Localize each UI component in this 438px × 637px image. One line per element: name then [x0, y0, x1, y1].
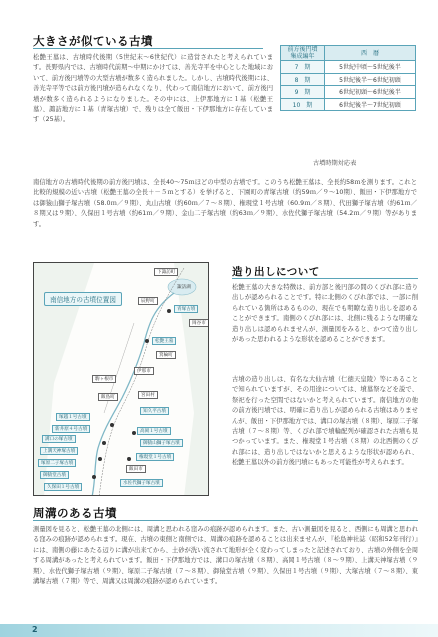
section-title-ridge: 造り出しについて: [232, 266, 320, 278]
table-row: 9 期 6世紀初頭～6世紀後半: [281, 86, 416, 99]
map-label: 塚原二子塚古墳: [38, 459, 76, 467]
map-label: 御猿山獅子塚古墳: [140, 439, 183, 447]
map-label: 溝口の塚古墳: [42, 435, 76, 443]
map-label: 知久平古墳: [140, 407, 169, 415]
map-label: 新井原４号古墳: [52, 425, 90, 433]
section-title-size: 大きさが似ている古墳: [33, 34, 153, 48]
table-row: 8 期 5世紀後半～6世紀初頭: [281, 73, 416, 86]
table-row: 7 期 5世紀中頃～5世紀後半: [281, 61, 416, 74]
table-header-period: 前方後円墳 集成編年: [281, 46, 325, 61]
map-label: 下諏訪町: [154, 268, 178, 276]
map-label: 駒ヶ根市: [92, 375, 116, 383]
map-label: 岡谷市: [189, 319, 209, 327]
title-underline: [33, 520, 418, 521]
size-paragraph-1: 松艶王墓は、古墳時代後期（5世紀末～6世紀代）に造営されたと考えられています。長野県内では、古墳時代前期～中期にかけては、善光寺平を中心とした地域において、前方後円墳等の大型古墳が数多く造られました。しかし、古墳時代後期には、善光寺平等では前方後円墳が造られなくなり、代わって南信地方において、前方後円墳が数多く造られるようになりました。その中には、上伊那地方に１基（松艶王墓）、諏訪地方に１基（青塚古墳）で、残りは全て飯田・下伊那地方に存在しています（25基）。: [33, 54, 273, 124]
map-label: 飯島町: [98, 393, 118, 401]
map-label: 久保田１号古墳: [44, 483, 82, 491]
ridge-paragraph-2: 古墳の造り出しは、有名な大仙古墳（仁徳天皇陵）等にあることで知られていますが、その用途については、墳墓祭などを説で、祭祀を行った空間ではないかと考えられています。南信地方の他の前方後円墳では、明確に造り出しが認められる古墳はありませんが、飯田・下伊那地方では、溝口の塚古墳（８期）、塚原二子塚古墳（７～８期）等、くびれ部で墳輪配列が確認された古墳も見つかっています。また、権現堂１号古墳（８期）の北西側のくびれ部には、造り出しではないかと思えるような形状が認められ、松艶王墓以外の前方後円墳にもあった可能性が考えられます。: [232, 376, 418, 467]
moat-paragraph: 測量図を見ると、松艶王墓の北側には、周溝と思われる窪みの痕跡が認められます。また、古い測量図を見ると、西側にも周溝と思われる窪みの痕跡が認められます。現在、古墳の東側と南側では、周溝の痕跡を認めることは出来ませんが、『松島神社誌（昭和52年刊行）』には、南側の藤にあたる辺りに溝が出来てから、土砂が洗い流されて地形が全く変わってしまったと記述されており、古墳の外側を全周する周溝があったと考えられています。飯田・下伊那地方では、溝口の塚古墳（８期）、高岡１号古墳（８～９期）、上溝天神塚古墳（９期）、水佐代獅子塚古墳（９期）、塚原二子塚古墳（７～８期）、御猿堂古墳（９期）、久保田１号古墳（９期）、大塚古墳（７～８期）、東溝塚古墳（７期）等で、周溝又は周溝の痕跡が認められています。: [33, 526, 418, 586]
map-label: 諏訪湖: [177, 285, 191, 290]
table-row: 10 期 6世紀後半～7世紀初頭: [281, 98, 416, 111]
kofun-location-map: [33, 262, 209, 496]
map-label: 松艶王墓: [152, 337, 176, 345]
map-label: 箕輪町: [156, 351, 176, 359]
period-table: [280, 45, 416, 111]
size-paragraph-2: 南信地方の古墳時代後期の前方後円墳は、全長40～75ｍほどの中型の古墳です。このうち松艶王墓は、全長約58ｍを測ります。これと比較的規模の近い古墳（松艶王墓の全長＋－５ｍとする）を挙げると、下園町の青塚古墳（約59ｍ／９～10期）、飯田・下伊那地方では御猿山獅子塚古墳（58.0ｍ／９期）、丸山古墳（約60ｍ／７～８期）、権現堂１号古墳（60.9ｍ／８期）、代田獅子塚古墳（約61ｍ／８期又は９期）、久保田１号古墳（約61ｍ／９期）、金山二子塚古墳（約63ｍ／９期）、水佐代獅子塚古墳（54.2ｍ／９期）等があります。: [33, 179, 417, 228]
map-label: 伊那市: [134, 367, 154, 375]
map-label: 水佐代獅子塚古墳: [120, 479, 163, 487]
map-title: 南信地方の古墳位置図: [44, 292, 122, 306]
page-number: 2: [32, 625, 38, 634]
map-label: 御猿堂古墳: [40, 471, 69, 479]
table-caption: 古墳時期対応表: [313, 160, 357, 167]
map-label: 宮田村: [138, 391, 158, 399]
map-label: 権現堂１号古墳: [136, 453, 174, 461]
title-underline: [33, 48, 263, 49]
map-label: 辰野町: [138, 297, 158, 305]
footer-bar: [0, 624, 438, 637]
ridge-paragraph-1: 松艶王墓の大きな特徴は、前方部と後円部の間のくびれ部に造り出しが認められることです。特に北側のくびれ部では、一部に削られている箇所はあるものの、現在でも明瞭な造り出しを認めることができます。南側のくびれ部には、北側に残るような明確な造り出しは認められませんが、測量図をみると、かつて造り出しがあった思われるような形状を認めることができます。: [232, 284, 418, 344]
table-header-date: 西 暦: [325, 46, 416, 61]
section-title-moat: 周溝のある古墳: [33, 506, 117, 520]
map-label: 飯田市: [126, 465, 146, 473]
map-label: 青塚古墳: [174, 305, 198, 313]
map-label: 高岡１号古墳: [137, 427, 171, 435]
map-label: 塚越１号古墳: [56, 413, 90, 421]
map-label: 上溝天神塚古墳: [40, 447, 78, 455]
title-underline: [232, 278, 418, 279]
